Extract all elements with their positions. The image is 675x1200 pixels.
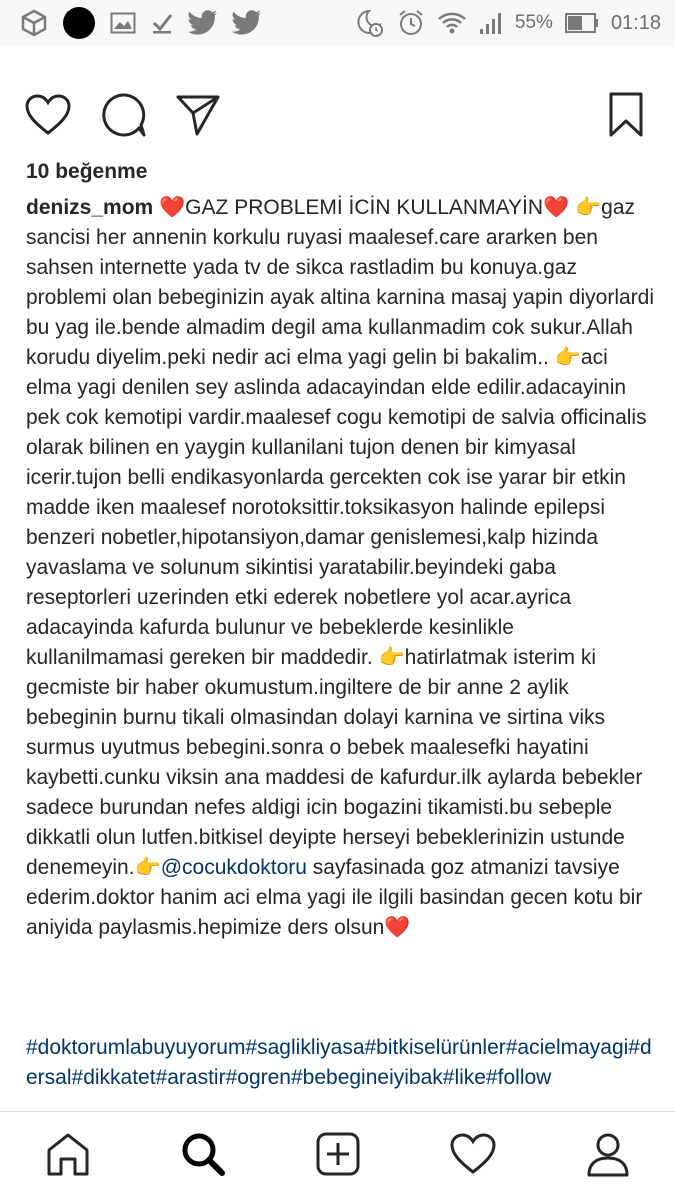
- comment-button[interactable]: [98, 92, 150, 142]
- dot-icon: [62, 6, 96, 40]
- wifi-icon: [437, 11, 467, 35]
- caption-text-end: sayfasinada goz atmanizi tavsiye ederim.doktor hanim aci elma yagi ile ilgili basindan gecen kotu bir aniyida paylasmis.hepimize ders olsun❤️: [26, 856, 643, 939]
- profile-icon: [586, 1131, 630, 1182]
- nav-search[interactable]: [173, 1126, 233, 1186]
- battery-percent: 55%: [514, 12, 553, 33]
- like-button[interactable]: [22, 92, 74, 142]
- share-button[interactable]: [172, 92, 224, 142]
- alarm-icon: [397, 9, 425, 37]
- bottom-nav: [0, 1111, 675, 1200]
- box-icon: [20, 9, 48, 37]
- search-icon: [180, 1131, 226, 1182]
- signal-icon: [479, 11, 503, 35]
- image-icon: [110, 12, 136, 34]
- add-post-icon: [315, 1131, 361, 1182]
- bookmark-button[interactable]: [600, 92, 652, 142]
- battery-icon: [565, 13, 599, 33]
- home-icon: [45, 1132, 91, 1181]
- comment-icon: [101, 92, 147, 143]
- caption-mention[interactable]: @cocukdoktoru: [160, 856, 307, 879]
- twitter-icon: [232, 10, 262, 36]
- bookmark-icon: [608, 92, 644, 143]
- download-icon: [150, 11, 174, 35]
- twitter-icon: [188, 10, 218, 36]
- heart-icon: [25, 94, 71, 141]
- status-bar: [0, 0, 675, 46]
- nav-new-post[interactable]: [308, 1126, 368, 1186]
- send-icon: [175, 93, 221, 142]
- post-caption: [26, 193, 656, 943]
- moon-clock-icon: [355, 8, 385, 38]
- caption-username[interactable]: denizs_mom: [26, 196, 154, 219]
- nav-home[interactable]: [38, 1126, 98, 1186]
- status-bar-system: [355, 0, 661, 46]
- nav-activity[interactable]: [443, 1126, 503, 1186]
- post-action-bar: [0, 92, 675, 142]
- likes-count[interactable]: 10 beğenme: [26, 160, 148, 183]
- caption-hashtags[interactable]: #doktorumlabuyuyorum#saglikliyasa#bitkiselürünler#acielmayagi#dersal#dikkatet#arastir#ogren#bebegineiyibak#like#follow: [26, 1036, 652, 1089]
- status-bar-notifications: [0, 6, 262, 40]
- caption-text: ❤️GAZ PROBLEMİ İCİN KULLANMAYİN❤️ 👉gaz sancisi her annenin korkulu ruyasi maalesef.care ararken ben sahsen internette yada tv de sikca rastladim bu konuya.gaz problemi olan bebeginizin ayak altina karnina masaj yapin diyorlardi bu yag ile.bende almadim degil ama kullanmadim cok sukur.Allah korudu diyelim.peki nedir aci elma yagi gelin bi bakalim.. 👉aci elma yagi denilen sey aslinda adacayindan elde edilir.adacayinin pek cok kemotipi vardir.maalesef cogu kemotipi de salvia officinalis olarak bilinen en yaygin kullanilani tujon denen bir kimyasal icerir.tujon belli endikasyonlarda gercekten cok ise yarar bir etkin madde iken maalesef norotoksittir.toksikasyon halinde epilepsi benzeri nobetler,hipotansiyon,damar genislemesi,kalp hizinda yavaslama ve solunum sikintisi yaratabilir.beyindeki gaba reseptorleri uzerinden etki ederek nobetlere yol acar.ayrica adacayinda kafurda bulunur ve bebeklerde kesinlikle kullanilmamasi gereken bir maddedir. 👉hatirlatmak isterim ki gecmiste bir haber okumustum.ingiltere de bir anne 2 aylik bebeginin burnu tikali olmasindan dolayi karnina ve sirtina viks surmus uyutmus bebegini.sonra o bebek maalesefki hayatini kaybetti.cunku viksin ana maddesi de kafurdur.ilk aylarda bebekler sadece burundan nefes aldigi icin bogazini tikamisti.bu sebeple dikkatli olun lutfen.bitkisel deyipte herseyi bebeklerinizin ustunde denemeyin.👉: [26, 196, 655, 879]
- clock-time: 01:18: [610, 11, 661, 34]
- nav-profile[interactable]: [578, 1126, 638, 1186]
- activity-heart-icon: [450, 1133, 496, 1180]
